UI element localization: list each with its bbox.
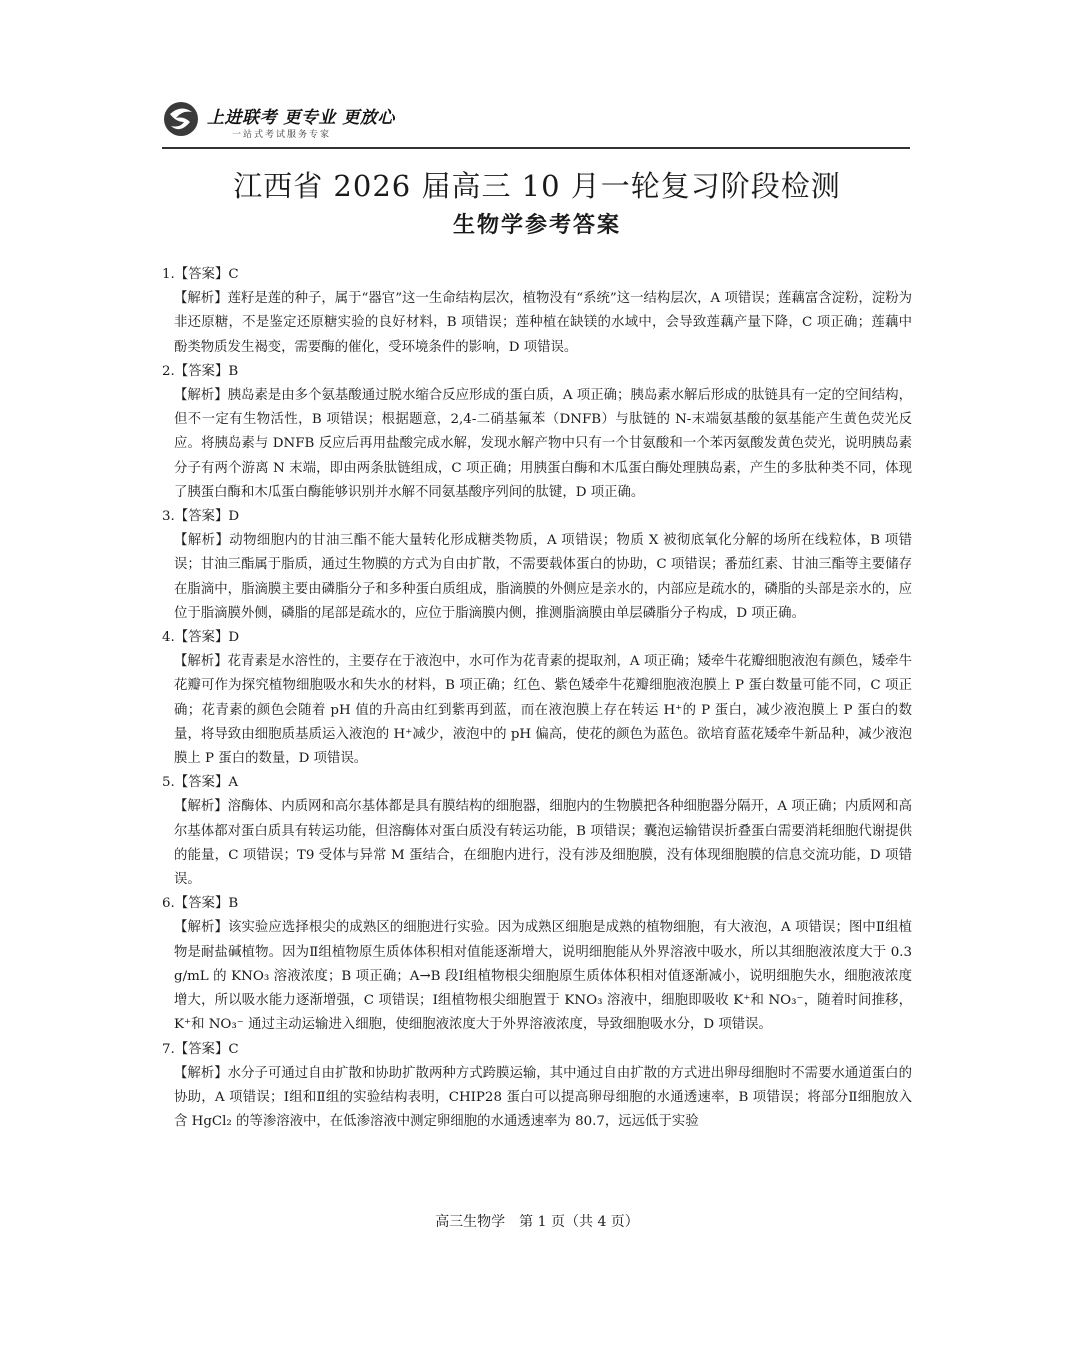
explanation-text: 【解析】溶酶体、内质网和高尔基体都是具有膜结构的细胞器，细胞内的生物膜把各种细胞器分隔开，A 项正确；内质网和高尔基体都对蛋白质具有转运功能，但溶酶体对蛋白质没有转运功能，B 项错误；囊泡运输错误折叠蛋白需要消耗细胞代谢提供的能量，C 项错误；T9 受体与异常 M 蛋结合，在细胞内进行，没有涉及细胞膜，没有体现细胞膜的信息交流功能，D 项错误。 xyxy=(174,799,912,888)
header-divider xyxy=(162,147,910,149)
explanation-text: 【解析】水分子可通过自由扩散和协助扩散两种方式跨膜运输，其中通过自由扩散的方式进出卵母细胞时不需要水通道蛋白的协助，A 项错误；Ⅰ组和Ⅱ组的实验结构表明，CHIP28 蛋白可以提高卵母细胞的水通透速率，B 项错误；将部分Ⅱ细胞放入含 HgCl₂ 的等渗溶液中，在低渗溶液中测定卵细胞的水通透速率为 80.7，远远低于实验 xyxy=(174,1065,912,1130)
brand-logo-icon xyxy=(162,98,200,140)
question-item xyxy=(162,360,912,505)
explanation-text: 【解析】该实验应选择根尖的成熟区的细胞进行实验。因为成熟区细胞是成熟的植物细胞，有大液泡，A 项错误；图中Ⅱ组植物是耐盐碱植物。因为Ⅱ组植物原生质体体积相对值能逐渐增大，说明细胞能从外界溶液中吸水，所以其细胞液浓度大于 0.3 g/mL 的 KNO₃ 溶液浓度；B 项正确；A→B 段Ⅰ组植物根尖细胞原生质体体积相对值逐渐减小，说明细胞失水，细胞液浓度增大，所以吸水能力逐渐增强，C 项错误；Ⅰ组植物根尖细胞置于 KNO₃ 溶液中，细胞即吸收 K⁺和 NO₃⁻，随着时间推移，K⁺和 NO₃⁻ 通过主动运输进入细胞，使细胞液浓度大于外界溶液浓度，导致细胞吸水分，D 项错误。 xyxy=(174,920,912,1033)
explanation-text: 【解析】胰岛素是由多个氨基酸通过脱水缩合反应形成的蛋白质，A 项正确；胰岛素水解后形成的肽链具有一定的空间结构，但不一定有生物活性，B 项错误；根据题意，2,4-二硝基氟苯（DNFB）与肽链的 N-末端氨基酸的氨基能产生黄色荧光反应。将胰岛素与 DNFB 反应后再用盐酸完成水解，发现水解产物中只有一个甘氨酸和一个苯丙氨酸发黄色荧光，说明胰岛素分子有两个游离 N 末端，即由两条肽链组成，C 项正确；用胰蛋白酶和木瓜蛋白酶处理胰岛素，产生的多肽种类不同，体现了胰蛋白酶和木瓜蛋白酶能够识别并水解不同氨基酸序列间的肽键，D 项正确。 xyxy=(174,388,912,500)
answer-heading: 7.【答案】C xyxy=(162,1041,239,1057)
answer-heading: 6.【答案】B xyxy=(162,896,239,912)
question-item xyxy=(162,892,912,1037)
explanation-text: 【解析】花青素是水溶性的，主要存在于液泡中，水可作为花青素的提取剂，A 项正确；矮牵牛花瓣细胞液泡有颜色，矮牵牛花瓣可作为探究植物细胞吸水和失水的材料，B 项正确；红色、紫色矮牵牛花瓣细胞液泡膜上 P 蛋白数量可能不同，C 项正确；花青素的颜色会随着 pH 值的升高由红到紫再到蓝，而在液泡膜上存在转运 H⁺的 P 蛋白，减少液泡膜上 P 蛋白的数量，将导致由细胞质基质运入液泡的 H⁺减少，液泡中的 pH 偏高，使花的颜色为蓝色。欲培育蓝花矮牵牛新品种，减少液泡膜上 P 蛋白的数量，D 项错误。 xyxy=(174,654,912,767)
page-header xyxy=(162,98,912,152)
answer-heading: 5.【答案】A xyxy=(162,775,239,791)
question-item xyxy=(162,626,912,771)
question-item xyxy=(162,263,912,360)
explanation-text: 【解析】动物细胞内的甘油三酯不能大量转化形成糖类物质，A 项错误；物质 X 被彻底氧化分解的场所在线粒体，B 项错误；甘油三酯属于脂质，通过生物膜的方式为自由扩散，不需要载体蛋白的协助，C 项错误；番茄红素、甘油三酯等主要储存在脂滴中，脂滴膜主要由磷脂分子和多种蛋白质组成，脂滴膜的外侧应是亲水的，内部应是疏水的，磷脂的头部是亲水的，应位于脂滴膜外侧，磷脂的尾部是疏水的，应位于脂滴膜内侧，推测脂滴膜由单层磷脂分子构成，D 项正确。 xyxy=(174,533,912,621)
explanation-text: 【解析】莲籽是莲的种子，属于“器官”这一生命结构层次，植物没有“系统”这一结构层次，A 项错误；莲藕富含淀粉，淀粉为非还原糖，不是鉴定还原糖实验的良好材料，B 项错误；莲种植在缺镁的水域中，会导致莲藕产量下降，C 项正确；莲藕中酚类物质发生褐变，需要酶的催化，受环境条件的影响，D 项错误。 xyxy=(174,291,912,355)
brand-tagline: 一站式考试服务专家 xyxy=(232,130,332,140)
answer-heading: 1.【答案】C xyxy=(162,267,239,282)
question-item xyxy=(162,1038,912,1135)
brand-name: 上进联考 更专业 更放心 xyxy=(207,108,395,128)
document-title: 江西省 2026 届高三 10 月一轮复习阶段检测 xyxy=(233,169,841,203)
answer-heading: 4.【答案】D xyxy=(162,630,240,646)
document-subtitle: 生物学参考答案 xyxy=(452,213,621,238)
question-item xyxy=(162,505,912,626)
question-item xyxy=(162,771,912,892)
answer-heading: 2.【答案】B xyxy=(162,363,239,379)
answer-list xyxy=(162,263,912,1134)
answer-heading: 3.【答案】D xyxy=(162,509,240,525)
page-footer: 高三生物学 第 1 页（共 4 页） xyxy=(435,1214,639,1230)
